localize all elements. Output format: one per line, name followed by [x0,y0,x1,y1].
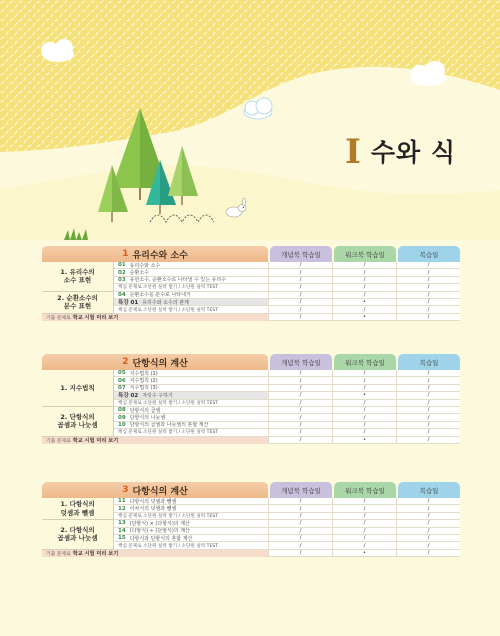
section-table [42,482,460,557]
date-cell[interactable]: / [268,370,332,377]
date-cell[interactable]: / [396,262,460,269]
topic-number: 11 [118,498,126,505]
date-cell[interactable]: / [396,284,460,291]
topic-cell [114,429,268,436]
date-cell[interactable]: / [332,277,396,284]
cloud-icon [244,98,272,119]
date-cell[interactable]: / [268,542,332,549]
topic-text: 다항식의 덧셈과 뺄셈 [129,498,177,505]
topic-number: 02 [118,269,126,276]
topic-cell [114,400,268,407]
table-row [114,422,460,429]
table-row [114,400,460,407]
date-cell[interactable]: / [396,437,460,444]
column-header-review: 복습일 [398,482,460,498]
topic-number: 05 [118,370,126,377]
column-header-workbook: 워크북 학습일 [334,482,396,498]
topic-cell [114,520,268,527]
topic-text: 유리수와 소수의 관계 [142,299,189,306]
topic-number: 특강 02 [118,393,139,400]
date-cell[interactable]: / [268,314,332,321]
topic-number: 12 [118,505,126,512]
date-cell[interactable]: / [396,385,460,392]
section-table [42,354,460,444]
date-cell[interactable]: / [396,535,460,542]
chapter-heading [345,132,457,172]
topic-cell [114,535,268,542]
topic-cell [114,306,268,313]
date-cell[interactable]: / [332,513,396,520]
date-cell[interactable]: / [268,414,332,421]
topic-text: 핵심 문제로 소단원 실력 쌓기 / 소단원 실력 TEST [118,513,219,519]
date-cell[interactable]: / [332,400,396,407]
section-header [42,354,460,370]
subsection-label: 2. 단항식의 곱셈과 나눗셈 [42,407,114,437]
topic-cell [114,498,268,505]
section-title [42,354,268,370]
date-cell[interactable]: / [396,299,460,306]
topic-cell [114,284,268,291]
table-row [42,437,460,444]
section-title [42,482,268,498]
topic-text: 유한소수, 순환소수로 나타낼 수 있는 유리수 [129,277,227,284]
date-cell[interactable]: / [268,437,332,444]
topic-text: 순환소수 [129,270,149,277]
date-cell[interactable]: / [332,284,396,291]
date-cell[interactable]: / [332,269,396,276]
section-number: 3 [122,485,129,495]
topic-number: 특강 01 [118,300,139,307]
topic-cell [114,269,268,276]
topic-cell [114,542,268,549]
date-cell[interactable]: / [396,414,460,421]
date-cell[interactable]: / [396,392,460,399]
topic-number: 13 [118,520,126,527]
date-cell[interactable]: • [332,314,396,321]
exam-preview-label: 기출 문제로 학교 시험 미리 보기 [42,437,268,444]
table-row [114,284,460,291]
date-cell[interactable]: / [332,542,396,549]
date-cell[interactable]: / [268,505,332,512]
topic-number: 15 [118,535,126,542]
table-row [114,277,460,284]
section-title-text: 다항식의 계산 [132,486,188,497]
table-row [114,292,460,299]
date-cell[interactable]: / [396,505,460,512]
section-header [42,482,460,498]
date-cell[interactable]: • [332,299,396,306]
table-row [114,498,460,505]
topic-number: 01 [118,262,126,269]
chapter-numeral: I [345,132,361,172]
subsection-group [42,292,460,314]
table-row [114,528,460,535]
date-cell[interactable]: / [396,513,460,520]
table-row [114,520,460,527]
date-cell[interactable]: / [268,407,332,414]
topic-cell [114,414,268,421]
date-cell[interactable]: / [396,306,460,313]
subsection-label: 1. 다항식의 덧셈과 뺄셈 [42,498,114,520]
subsection-label: 1. 지수법칙 [42,370,114,407]
column-header-review: 복습일 [398,354,460,370]
table-row [114,542,460,549]
date-cell[interactable]: / [268,277,332,284]
topic-cell [114,262,268,269]
date-cell[interactable]: / [332,292,396,299]
date-cell[interactable]: • [332,392,396,399]
table-row [114,392,460,399]
topic-number: 04 [118,291,126,298]
date-cell[interactable]: / [268,528,332,535]
topic-text: 핵심 문제로 소단원 실력 쌓기 / 소단원 실력 TEST [118,285,219,291]
topic-cell [114,377,268,384]
topic-number: 14 [118,527,126,534]
date-cell[interactable]: / [396,370,460,377]
date-cell[interactable]: / [268,262,332,269]
light-hill [0,166,500,240]
topic-cell [114,422,268,429]
subsection-group [42,407,460,437]
date-cell[interactable]: / [396,550,460,557]
date-cell[interactable]: / [332,520,396,527]
topic-cell [114,277,268,284]
date-cell[interactable]: / [268,535,332,542]
topic-text: 지수법칙 (2) [129,378,158,385]
date-cell[interactable]: / [396,400,460,407]
subsection-group [42,498,460,520]
date-cell[interactable]: / [332,407,396,414]
table-row [114,370,460,377]
date-cell[interactable]: / [268,385,332,392]
section-table [42,246,460,321]
table-row [114,262,460,269]
topic-text: (다항식) ÷ (단항식)의 계산 [129,528,190,535]
topic-text: 핵심 문제로 소단원 실력 쌓기 / 소단원 실력 TEST [118,400,219,406]
topic-text: 핵심 문제로 소단원 실력 쌓기 / 소단원 실력 TEST [118,543,219,549]
topic-cell [114,299,268,306]
date-cell[interactable]: / [268,392,332,399]
section-title-text: 단항식의 계산 [132,358,188,369]
topic-cell [114,528,268,535]
table-row [114,377,460,384]
chapter-title: 수와 식 [370,137,457,167]
table-row [114,414,460,421]
date-cell[interactable]: / [268,299,332,306]
date-cell[interactable]: / [332,422,396,429]
date-cell[interactable]: / [332,370,396,377]
subsection-label: 1. 유리수의 소수 표현 [42,262,114,292]
date-cell[interactable]: / [396,422,460,429]
topic-cell [114,513,268,520]
date-cell[interactable]: / [332,377,396,384]
topic-cell [114,370,268,377]
topic-text: 단항식의 나눗셈 [129,415,166,422]
date-cell[interactable]: / [396,520,460,527]
column-header-workbook: 워크북 학습일 [334,354,396,370]
subsection-group [42,370,460,407]
table-row [114,269,460,276]
date-cell[interactable]: / [396,429,460,436]
date-cell[interactable]: • [332,437,396,444]
topic-number: 10 [118,421,126,428]
date-cell[interactable]: / [332,528,396,535]
date-cell[interactable]: / [332,262,396,269]
subsection-group [42,262,460,292]
topic-text: 핵심 문제로 소단원 실력 쌓기 / 소단원 실력 TEST [118,307,219,313]
date-cell[interactable]: / [268,513,332,520]
date-cell[interactable]: / [332,535,396,542]
column-header-concept: 개념북 학습일 [270,246,332,262]
topic-number: 09 [118,414,126,421]
column-header-workbook: 워크북 학습일 [334,246,396,262]
date-cell[interactable]: / [396,542,460,549]
date-cell[interactable]: / [268,550,332,557]
date-cell[interactable]: / [396,277,460,284]
date-cell[interactable]: / [332,505,396,512]
table-row [114,306,460,313]
date-cell[interactable]: / [396,269,460,276]
date-cell[interactable]: / [332,429,396,436]
date-cell[interactable]: / [268,498,332,505]
date-cell[interactable]: • [332,550,396,557]
topic-text: 지수법칙 (1) [129,370,158,377]
topic-cell [114,392,268,399]
date-cell[interactable]: / [268,306,332,313]
topic-text: 지수법칙 (3) [129,385,158,392]
section-number: 1 [122,249,129,259]
section-title [42,246,268,262]
date-cell[interactable]: / [396,407,460,414]
column-header-review: 복습일 [398,246,460,262]
table-row [114,505,460,512]
topic-number: 07 [118,384,126,391]
topic-cell [114,505,268,512]
subsection-label: 2. 다항식의 곱셈과 나눗셈 [42,520,114,550]
date-cell[interactable]: / [396,377,460,384]
subsection-label: 2. 순환소수의 분수 표현 [42,292,114,314]
table-row [114,535,460,542]
date-cell[interactable]: / [332,306,396,313]
table-row [42,314,460,321]
date-cell[interactable]: / [396,528,460,535]
topic-number: 08 [118,407,126,414]
topic-text: (단항식) × (다항식)의 계산 [129,520,190,527]
topic-text: 자릿수 구하기 [142,392,173,399]
column-header-concept: 개념북 학습일 [270,482,332,498]
date-cell[interactable]: / [332,414,396,421]
table-row [42,550,460,557]
date-cell[interactable]: / [332,498,396,505]
exam-preview-label: 기출 문제로 학교 시험 미리 보기 [42,314,268,321]
column-header-concept: 개념북 학습일 [270,354,332,370]
date-cell[interactable]: / [268,292,332,299]
section-number: 2 [122,357,129,367]
date-cell[interactable]: / [268,520,332,527]
date-cell[interactable]: / [268,422,332,429]
date-cell[interactable]: / [396,498,460,505]
table-row [114,385,460,392]
topic-text: 유리수와 소수 [129,262,161,269]
topic-cell [114,385,268,392]
date-cell[interactable]: / [268,284,332,291]
topic-number: 03 [118,276,126,283]
exam-preview-label: 기출 문제로 학교 시험 미리 보기 [42,550,268,557]
table-row [114,513,460,520]
date-cell[interactable]: / [396,292,460,299]
topic-text: 이차식의 덧셈과 뺄셈 [129,506,177,513]
topic-cell [114,292,268,299]
table-row [114,429,460,436]
topic-number: 06 [118,377,126,384]
topic-text: 핵심 문제로 소단원 실력 쌓기 / 소단원 실력 TEST [118,430,219,436]
topic-text: 다항식과 단항식의 혼합 계산 [129,535,193,542]
topic-cell [114,407,268,414]
section-title-text: 유리수와 소수 [132,250,188,261]
hero-illustration [0,0,500,240]
date-cell[interactable]: / [268,400,332,407]
date-cell[interactable]: / [268,377,332,384]
section-header [42,246,460,262]
subsection-group [42,520,460,550]
table-row [114,299,460,306]
topic-text: 순환소수를 분수로 나타내기 [129,292,191,299]
date-cell[interactable]: / [396,314,460,321]
date-cell[interactable]: / [332,385,396,392]
date-cell[interactable]: / [268,429,332,436]
date-cell[interactable]: / [268,269,332,276]
topic-text: 단항식의 곱셈과 나눗셈의 혼합 계산 [129,422,209,429]
topic-text: 단항식의 곱셈 [129,407,161,414]
table-row [114,407,460,414]
